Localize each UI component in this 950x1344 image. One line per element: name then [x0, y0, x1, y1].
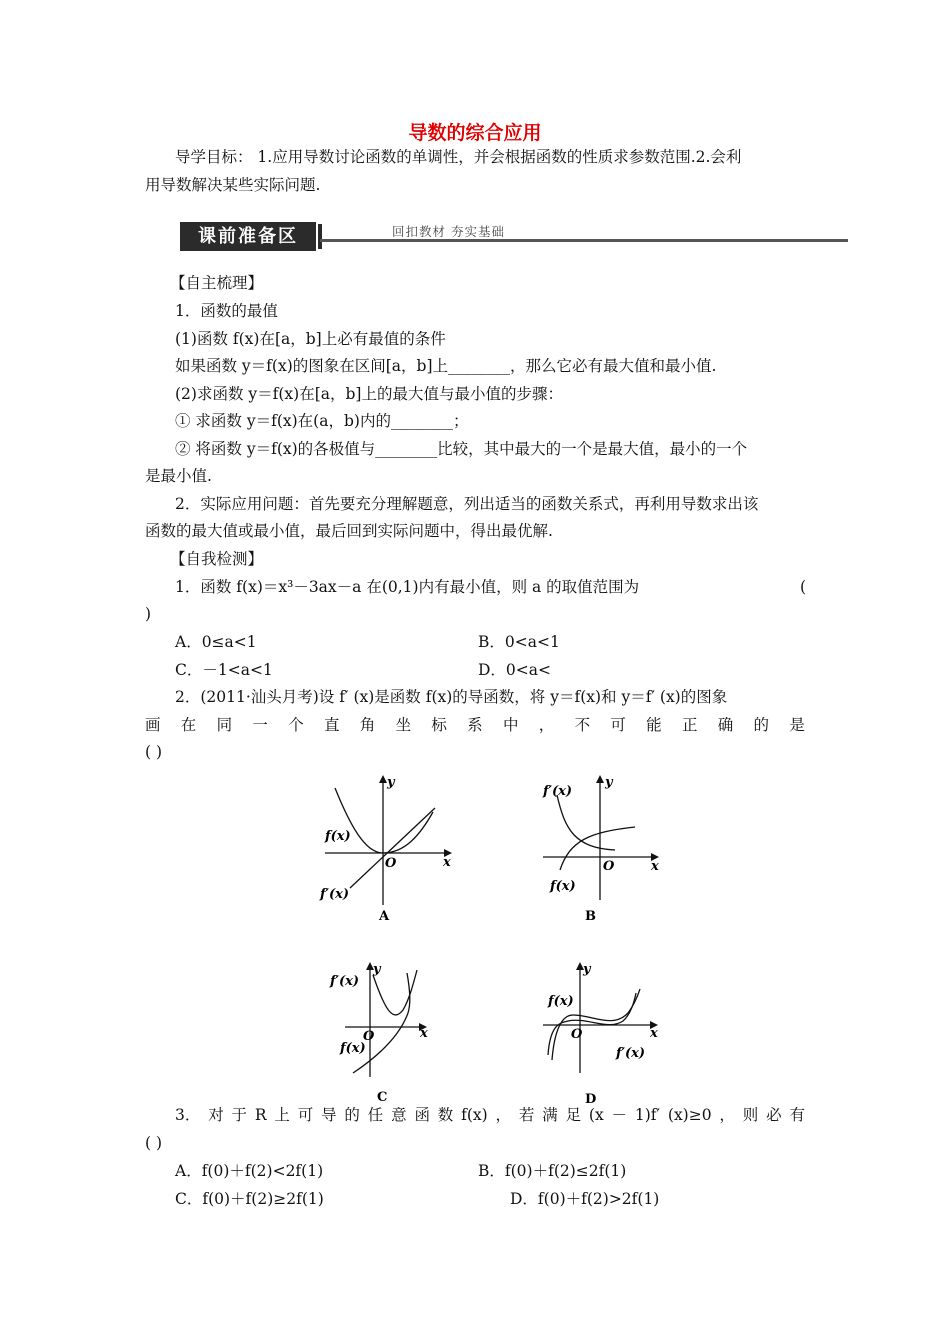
- q3-line-1-word: 导: [321, 1106, 337, 1124]
- graph-c-f-label: f(x): [340, 1041, 366, 1056]
- study-item-6: ② 将函数 y＝f(x)的各极值与________比较，其中最大的一个是最大值，最小的一个: [175, 440, 748, 458]
- graph-c-y-label: y: [373, 962, 381, 977]
- graph-c: [325, 955, 440, 1105]
- q1-option-a: A．0≤a<1: [175, 633, 257, 651]
- q3-line-1-word: 满: [542, 1106, 558, 1124]
- study-item-8: 2．实际应用问题：首先要充分理解题意，列出适当的函数关系式，再利用导数求出该: [175, 495, 759, 513]
- q2-line-2-word: 系: [467, 716, 483, 734]
- q3-line-1-word: 于: [231, 1106, 248, 1124]
- q3-option-c: C．f(0)＋f(2)≥2f(1): [175, 1190, 324, 1208]
- q2-line-2-word: 是: [789, 716, 805, 734]
- q3-line-1-word: 的: [344, 1106, 360, 1124]
- q2-line-2-word: 画: [145, 716, 161, 734]
- q2-line-2-word: 同: [216, 716, 233, 734]
- q2-line-2-word: 确: [717, 716, 734, 734]
- graph-d-x-label: x: [650, 1026, 658, 1041]
- graph-c-fp-label: f′(x): [330, 974, 360, 989]
- q2-line-1: 2．(2011·汕头月考)设 f′ (x)是函数 f(x)的导函数，将 y＝f(x)和 y＝f′ (x)的图象: [175, 688, 728, 706]
- q3-line-1-word: 足: [565, 1106, 582, 1124]
- q3-line-1-word: ，: [719, 1106, 735, 1124]
- q1-stem: 1．函数 f(x)＝x³－3ax－a 在(0,1)内有最小值，则 a 的取值范围为: [175, 578, 640, 596]
- graph-d-caption: D: [585, 1092, 597, 1105]
- q3-paren: ( ): [145, 1134, 163, 1152]
- graph-a-fprime-line: [350, 808, 435, 888]
- graph-d-origin: O: [571, 1027, 583, 1042]
- q2-line-2-word: 角: [359, 716, 376, 734]
- study-item-4: (2)求函数 y＝f(x)在[a，b]上的最大值与最小值的步骤：: [175, 385, 563, 403]
- q3-line-1-word: 任: [367, 1106, 384, 1124]
- graph-c-x-label: x: [420, 1026, 428, 1041]
- page-title: 导数的综合应用: [408, 122, 542, 144]
- goal-line-2: 用导数解决某些实际问题.: [145, 176, 321, 194]
- q2-line-2-word: 坐: [395, 716, 412, 734]
- graph-b-fprime-curve: [557, 795, 615, 850]
- check-header: 【自我检测】: [170, 550, 264, 568]
- graph-c-f-curve: [353, 973, 410, 1073]
- q3-line-1-word: 必: [766, 1106, 782, 1124]
- q3-option-b: B．f(0)＋f(2)≤2f(1): [478, 1162, 627, 1180]
- q2-line-2-word: 个: [288, 716, 304, 734]
- q3-line-1-word: R: [254, 1106, 267, 1124]
- q3-line-1-word: 3．: [175, 1106, 201, 1124]
- study-item-9: 函数的最大值或最小值，最后回到实际问题中，得出最优解.: [145, 522, 553, 540]
- q3-line-1-word: 上: [274, 1106, 290, 1124]
- study-item-7: 是最小值.: [145, 467, 212, 485]
- goal-line-1: 导学目标： 1.应用导数讨论函数的单调性，并会根据函数的性质求参数范围.2.会利: [175, 148, 742, 166]
- q3-option-a: A．f(0)＋f(2)<2f(1): [175, 1162, 324, 1180]
- q3-line-1-word: 1)f′: [634, 1106, 661, 1124]
- q3-line-1-word: 数: [437, 1106, 454, 1124]
- q1-paren-open: (: [800, 578, 807, 596]
- graph-b-origin: O: [603, 859, 615, 874]
- banner-subtitle: 回扣教材 夯实基础: [392, 224, 505, 239]
- q2-line-2-word: 可: [610, 716, 626, 734]
- q2-line-2-word: 正: [681, 716, 698, 734]
- graph-b-caption: B: [585, 909, 596, 924]
- q2-paren: ( ): [145, 743, 163, 761]
- q3-line-1-word: (x: [588, 1106, 604, 1124]
- graph-c-origin: O: [363, 1029, 375, 1044]
- graph-b-f-label: f(x): [550, 879, 576, 894]
- q2-line-2-word: 一: [252, 716, 268, 734]
- graph-b-y-label: y: [605, 775, 613, 790]
- graph-a-caption: A: [379, 909, 390, 924]
- q2-line-2-word: 标: [431, 716, 447, 734]
- q3-line-1-word: 对: [208, 1106, 224, 1124]
- q3-line-1-word: f(x): [461, 1106, 488, 1124]
- graph-a-f-label: f(x): [325, 829, 351, 844]
- graph-b-x-label: x: [651, 859, 659, 874]
- q1-option-c: C．－1<a<1: [175, 661, 273, 679]
- study-item-1: 1．函数的最值: [175, 302, 278, 320]
- graph-a: [315, 770, 465, 925]
- graph-d: [538, 955, 668, 1105]
- graph-b: [535, 770, 670, 930]
- graph-a-origin: O: [385, 856, 397, 871]
- q3-line-1-word: 有: [789, 1106, 805, 1124]
- q2-line-2-word: 不: [574, 716, 591, 734]
- q1-paren-close: ): [145, 605, 152, 623]
- q3-line-1-word: 意: [391, 1106, 407, 1124]
- study-item-5: ① 求函数 y＝f(x)在(a，b)内的________；: [175, 412, 469, 430]
- q3-line-1-word: 可: [297, 1106, 314, 1124]
- graph-c-caption: C: [377, 1090, 388, 1105]
- q2-line-2-word: 在: [180, 716, 197, 734]
- q3-line-1: [175, 1105, 805, 1125]
- graph-b-f-curve: [560, 827, 635, 870]
- banner-divider: [318, 224, 322, 249]
- q3-line-1-word: －: [611, 1106, 628, 1124]
- q2-line-2-word: 能: [646, 716, 662, 734]
- q3-line-1-word: ，: [495, 1106, 512, 1124]
- study-item-2: (1)函数 f(x)在[a，b]上必有最值的条件: [175, 330, 446, 348]
- graph-d-fp-label: f′(x): [616, 1046, 646, 1061]
- q3-line-1-word: (x)≥0: [667, 1106, 712, 1124]
- q3-line-1-word: 若: [518, 1106, 535, 1124]
- q2-line-2-word: 的: [753, 716, 770, 734]
- study-item-3: 如果函数 y＝f(x)的图象在区间[a，b]上________，那么它必有最大值和最小值.: [175, 357, 717, 375]
- graph-d-y-label: y: [583, 962, 591, 977]
- q3-line-1-word: 则: [742, 1106, 759, 1124]
- study-header: 【自主梳理】: [170, 274, 264, 292]
- q1-option-b: B．0<a<1: [478, 633, 560, 651]
- graph-a-y-label: y: [387, 775, 395, 790]
- graph-a-x-label: x: [443, 855, 451, 870]
- q2-line-2-word: 直: [323, 716, 340, 734]
- graph-b-fp-label: f′(x): [543, 784, 573, 799]
- q1-option-d: D．0<a<: [478, 661, 552, 679]
- q2-line-2-word: 中: [502, 716, 519, 734]
- q2-line-2-word: ，: [538, 716, 555, 734]
- graph-a-fp-label: f′(x): [320, 887, 350, 902]
- q3-option-d: D．f(0)＋f(2)>2f(1): [510, 1190, 660, 1208]
- section-banner: 课前准备区: [180, 222, 316, 251]
- q3-line-1-word: 函: [414, 1106, 430, 1124]
- graph-d-f-label: f(x): [548, 994, 574, 1009]
- q2-line-2: [145, 715, 805, 735]
